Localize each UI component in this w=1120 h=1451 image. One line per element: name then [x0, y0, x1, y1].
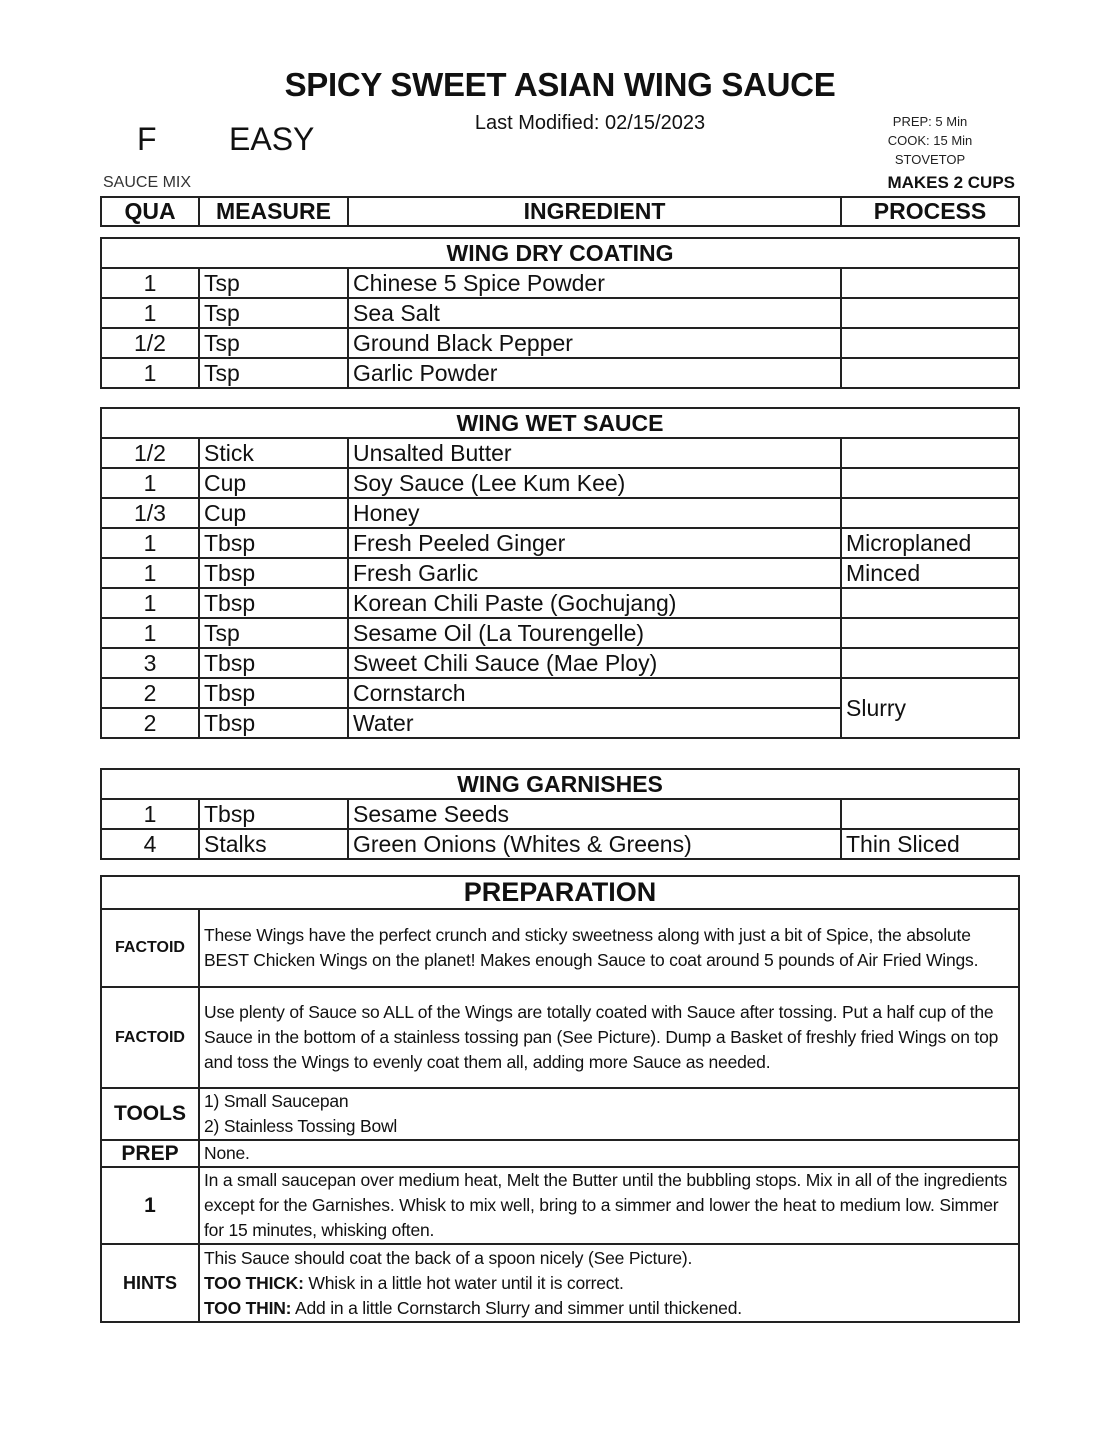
column-header-table	[100, 196, 1020, 227]
qty: 1	[101, 528, 199, 558]
qty: 1	[101, 358, 199, 388]
qty: 2	[101, 678, 199, 708]
prep-row-factoid	[101, 987, 1019, 1088]
ingredient: Garlic Powder	[348, 358, 841, 388]
prep-row-hints	[101, 1244, 1019, 1322]
ingredient-row	[101, 528, 1019, 558]
qty: 1/2	[101, 438, 199, 468]
section-title: WING GARNISHES	[101, 769, 1019, 799]
hint-text: Whisk in a little hot water until it is correct.	[303, 1272, 624, 1293]
ingredient: Fresh Garlic	[348, 558, 841, 588]
measure: Tbsp	[199, 708, 348, 738]
qty: 1/3	[101, 498, 199, 528]
hint-line	[204, 1296, 1014, 1321]
hint-label: TOO THICK:	[204, 1272, 304, 1293]
measure: Tbsp	[199, 678, 348, 708]
qty: 1	[101, 799, 199, 829]
ingredient: Sesame Oil (La Tourengelle)	[348, 618, 841, 648]
qty: 4	[101, 829, 199, 859]
step-number: 1	[101, 1167, 199, 1244]
prep-time: PREP: 5 Min	[892, 114, 968, 129]
hint-line: This Sauce should coat the back of a spoon nicely (See Picture).	[204, 1247, 693, 1268]
prep-label: FACTOID	[101, 909, 199, 987]
measure: Cup	[199, 468, 348, 498]
recipe-category: SAUCE MIX	[103, 174, 192, 191]
ingredient: Fresh Peeled Ginger	[348, 528, 841, 558]
section-garnishes	[100, 768, 1020, 860]
ingredient-row	[101, 588, 1019, 618]
section-wet-sauce	[100, 407, 1020, 739]
process	[841, 298, 1019, 328]
prep-text: Use plenty of Sauce so ALL of the Wings are totally coated with Sauce after tossing. Put a half cup of the Sauce in the bottom of a stainless tossing pan (See Picture). Dump a Basket of freshly fried Wings on top and toss the Wings to evenly coat them all, adding more Sauce as needed.	[199, 987, 1019, 1088]
cook-time: COOK: 15 Min	[887, 133, 973, 148]
recipe-title: SPICY SWEET ASIAN WING SAUCE	[284, 66, 836, 103]
recipe-yield: MAKES 2 CUPS	[887, 173, 1015, 192]
ingredient: Unsalted Butter	[348, 438, 841, 468]
qty: 1	[101, 618, 199, 648]
hint-text: Add in a little Cornstarch Slurry and simmer until thickened.	[291, 1297, 742, 1318]
prep-text: In a small saucepan over medium heat, Melt the Butter until the bubbling stops. Mix in all of the ingredients except for the Garnishes. Whisk to mix well, bring to a simmer and lower the heat to medium low. Simmer for 15 minutes, whisking often.	[199, 1167, 1019, 1244]
column-header-measure: MEASURE	[199, 197, 348, 226]
measure: Tbsp	[199, 799, 348, 829]
ingredient-row	[101, 558, 1019, 588]
qty: 1	[101, 298, 199, 328]
process	[841, 588, 1019, 618]
preparation-title: PREPARATION	[101, 876, 1019, 909]
recipe-letter: F	[137, 121, 157, 157]
ingredient-row	[101, 358, 1019, 388]
process	[841, 799, 1019, 829]
ingredient-row	[101, 328, 1019, 358]
ingredient: Sweet Chili Sauce (Mae Ploy)	[348, 648, 841, 678]
ingredient-row	[101, 498, 1019, 528]
ingredient-row	[101, 268, 1019, 298]
measure: Tsp	[199, 328, 348, 358]
qty: 2	[101, 708, 199, 738]
ingredient-row	[101, 648, 1019, 678]
ingredient-row	[101, 468, 1019, 498]
column-header-qua: QUA	[101, 197, 199, 226]
ingredient-row	[101, 618, 1019, 648]
ingredient-row	[101, 829, 1019, 859]
qty: 1/2	[101, 328, 199, 358]
measure: Cup	[199, 498, 348, 528]
ingredient: Green Onions (Whites & Greens)	[348, 829, 841, 859]
measure: Tsp	[199, 618, 348, 648]
qty: 1	[101, 468, 199, 498]
ingredient-row	[101, 298, 1019, 328]
cook-method: STOVETOP	[894, 152, 966, 167]
prep-text	[199, 1088, 1019, 1140]
measure: Tbsp	[199, 528, 348, 558]
qty: 3	[101, 648, 199, 678]
measure: Tbsp	[199, 558, 348, 588]
column-header-process: PROCESS	[841, 197, 1019, 226]
section-title: WING WET SAUCE	[101, 408, 1019, 438]
time-info	[860, 112, 1000, 169]
process: Slurry	[841, 678, 1019, 738]
section-title: WING DRY COATING	[101, 238, 1019, 268]
qty: 1	[101, 268, 199, 298]
ingredient: Chinese 5 Spice Powder	[348, 268, 841, 298]
ingredient-row	[101, 799, 1019, 829]
process	[841, 498, 1019, 528]
process	[841, 468, 1019, 498]
measure: Stick	[199, 438, 348, 468]
process	[841, 618, 1019, 648]
preparation-table	[100, 875, 1020, 1323]
ingredient: Korean Chili Paste (Gochujang)	[348, 588, 841, 618]
prep-row-step	[101, 1167, 1019, 1244]
prep-label: FACTOID	[101, 987, 199, 1088]
difficulty-label: EASY	[229, 121, 315, 157]
process: Microplaned	[841, 528, 1019, 558]
ingredient: Cornstarch	[348, 678, 841, 708]
ingredient: Sesame Seeds	[348, 799, 841, 829]
process	[841, 438, 1019, 468]
qty: 1	[101, 588, 199, 618]
prep-label: TOOLS	[101, 1088, 199, 1140]
last-modified: Last Modified: 02/15/2023	[474, 112, 706, 134]
process	[841, 358, 1019, 388]
prep-text	[199, 1244, 1019, 1322]
prep-text: None.	[199, 1140, 1019, 1167]
ingredient-row	[101, 438, 1019, 468]
ingredient: Honey	[348, 498, 841, 528]
tool-item: 2) Stainless Tossing Bowl	[204, 1116, 398, 1136]
prep-row-prep	[101, 1140, 1019, 1167]
process	[841, 268, 1019, 298]
measure: Tbsp	[199, 648, 348, 678]
process: Minced	[841, 558, 1019, 588]
process: Thin Sliced	[841, 829, 1019, 859]
ingredient: Water	[348, 708, 841, 738]
process	[841, 328, 1019, 358]
qty: 1	[101, 558, 199, 588]
measure: Tsp	[199, 358, 348, 388]
ingredient: Sea Salt	[348, 298, 841, 328]
hint-line	[204, 1271, 1014, 1296]
prep-label: PREP	[101, 1140, 199, 1167]
ingredient: Ground Black Pepper	[348, 328, 841, 358]
measure: Stalks	[199, 829, 348, 859]
tool-item: 1) Small Saucepan	[204, 1091, 349, 1111]
prep-label: HINTS	[101, 1244, 199, 1322]
measure: Tsp	[199, 298, 348, 328]
column-header-ingredient: INGREDIENT	[348, 197, 841, 226]
process	[841, 648, 1019, 678]
measure: Tbsp	[199, 588, 348, 618]
prep-row-factoid	[101, 909, 1019, 987]
prep-text: These Wings have the perfect crunch and sticky sweetness along with just a bit of Spice, the absolute BEST Chicken Wings on the planet! Makes enough Sauce to coat around 5 pounds of Air Fried Wings.	[199, 909, 1019, 987]
ingredient: Soy Sauce (Lee Kum Kee)	[348, 468, 841, 498]
prep-row-tools	[101, 1088, 1019, 1140]
hint-label: TOO THIN:	[204, 1297, 292, 1318]
ingredient-row	[101, 678, 1019, 708]
section-dry-coating	[100, 237, 1020, 389]
measure: Tsp	[199, 268, 348, 298]
